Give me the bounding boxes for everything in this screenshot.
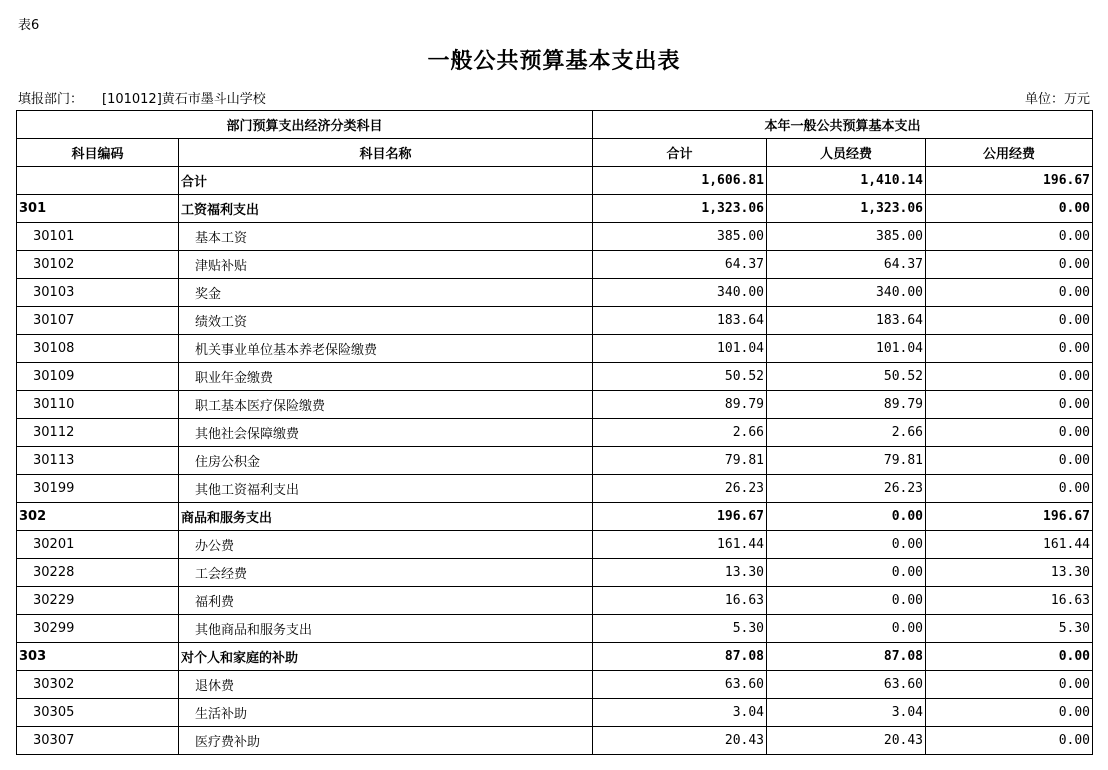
- table-row: [17, 307, 1093, 335]
- row-public: 0.00: [926, 279, 1093, 307]
- row-personnel: 89.79: [767, 391, 926, 419]
- row-public: 16.63: [926, 587, 1093, 615]
- row-total: 183.64: [593, 307, 767, 335]
- row-public: 0.00: [926, 671, 1093, 699]
- table-row: [17, 727, 1093, 755]
- row-personnel: 64.37: [767, 251, 926, 279]
- row-personnel: 385.00: [767, 223, 926, 251]
- row-total: 26.23: [593, 475, 767, 503]
- row-total: 1,606.81: [593, 167, 767, 195]
- table-row: [17, 587, 1093, 615]
- row-name: 合计: [179, 167, 593, 195]
- row-name: 商品和服务支出: [179, 503, 593, 531]
- row-total: 385.00: [593, 223, 767, 251]
- row-public: 0.00: [926, 307, 1093, 335]
- row-code: 30302: [17, 671, 179, 699]
- row-public: 0.00: [926, 223, 1093, 251]
- budget-table: [16, 110, 1093, 755]
- row-total: 20.43: [593, 727, 767, 755]
- row-total: 79.81: [593, 447, 767, 475]
- table-row: [17, 475, 1093, 503]
- row-code: 30107: [17, 307, 179, 335]
- header-group-expenditure: 本年一般公共预算基本支出: [593, 111, 1093, 139]
- header-public: 公用经费: [926, 139, 1093, 167]
- row-personnel: 50.52: [767, 363, 926, 391]
- header-code: 科目编码: [17, 139, 179, 167]
- table-row: [17, 615, 1093, 643]
- table-row: [17, 447, 1093, 475]
- row-code: [17, 167, 179, 195]
- header-personnel: 人员经费: [767, 139, 926, 167]
- row-personnel: 1,410.14: [767, 167, 926, 195]
- row-personnel: 63.60: [767, 671, 926, 699]
- row-code: 30103: [17, 279, 179, 307]
- row-total: 13.30: [593, 559, 767, 587]
- row-public: 0.00: [926, 475, 1093, 503]
- row-code: 303: [17, 643, 179, 671]
- row-personnel: 2.66: [767, 419, 926, 447]
- row-personnel: 20.43: [767, 727, 926, 755]
- table-row: [17, 671, 1093, 699]
- unit-label: 单位：万元: [1024, 92, 1090, 107]
- row-personnel: 0.00: [767, 531, 926, 559]
- table-row: [17, 251, 1093, 279]
- row-personnel: 87.08: [767, 643, 926, 671]
- page-title: 一般公共预算基本支出表: [427, 48, 681, 74]
- table-row: [17, 531, 1093, 559]
- row-public: 5.30: [926, 615, 1093, 643]
- row-total: 340.00: [593, 279, 767, 307]
- row-name: 生活补助: [179, 699, 593, 727]
- row-personnel: 79.81: [767, 447, 926, 475]
- row-public: 0.00: [926, 643, 1093, 671]
- row-code: 302: [17, 503, 179, 531]
- row-total: 5.30: [593, 615, 767, 643]
- table-row: [17, 223, 1093, 251]
- row-personnel: 183.64: [767, 307, 926, 335]
- row-name: 职业年金缴费: [179, 363, 593, 391]
- row-personnel: 0.00: [767, 559, 926, 587]
- row-total: 89.79: [593, 391, 767, 419]
- row-name: 福利费: [179, 587, 593, 615]
- header-group-classification: 部门预算支出经济分类科目: [17, 111, 593, 139]
- row-name: 办公费: [179, 531, 593, 559]
- table-row: [17, 391, 1093, 419]
- row-name: 其他工资福利支出: [179, 475, 593, 503]
- row-personnel: 26.23: [767, 475, 926, 503]
- row-code: 30299: [17, 615, 179, 643]
- row-code: 30113: [17, 447, 179, 475]
- department-label: 填报部门：: [18, 92, 84, 107]
- row-personnel: 101.04: [767, 335, 926, 363]
- row-public: 0.00: [926, 251, 1093, 279]
- row-name: 基本工资: [179, 223, 593, 251]
- row-name: 绩效工资: [179, 307, 593, 335]
- row-name: 住房公积金: [179, 447, 593, 475]
- row-total: 50.52: [593, 363, 767, 391]
- row-total: 16.63: [593, 587, 767, 615]
- row-public: 0.00: [926, 727, 1093, 755]
- row-total: 161.44: [593, 531, 767, 559]
- row-name: 津贴补贴: [179, 251, 593, 279]
- row-public: 13.30: [926, 559, 1093, 587]
- row-total: 1,323.06: [593, 195, 767, 223]
- row-code: 30101: [17, 223, 179, 251]
- row-personnel: 340.00: [767, 279, 926, 307]
- row-code: 30110: [17, 391, 179, 419]
- header-group-row: [17, 111, 1093, 139]
- row-name: 退休费: [179, 671, 593, 699]
- row-public: 196.67: [926, 167, 1093, 195]
- row-public: 0.00: [926, 391, 1093, 419]
- table-row: [17, 699, 1093, 727]
- department-value: [101012]黄石市墨斗山学校: [102, 92, 266, 107]
- row-name: 机关事业单位基本养老保险缴费: [179, 335, 593, 363]
- table-row: [17, 419, 1093, 447]
- row-code: 30307: [17, 727, 179, 755]
- header-name: 科目名称: [179, 139, 593, 167]
- table-row: [17, 559, 1093, 587]
- row-total: 63.60: [593, 671, 767, 699]
- row-total: 2.66: [593, 419, 767, 447]
- row-public: 0.00: [926, 195, 1093, 223]
- table-row: [17, 195, 1093, 223]
- row-name: 医疗费补助: [179, 727, 593, 755]
- row-name: 其他商品和服务支出: [179, 615, 593, 643]
- table-row: [17, 503, 1093, 531]
- row-public: 0.00: [926, 335, 1093, 363]
- row-code: 30102: [17, 251, 179, 279]
- row-public: 196.67: [926, 503, 1093, 531]
- row-code: 30229: [17, 587, 179, 615]
- row-code: 30201: [17, 531, 179, 559]
- table-number: 表6: [18, 18, 40, 33]
- row-name: 其他社会保障缴费: [179, 419, 593, 447]
- row-code: 30108: [17, 335, 179, 363]
- row-public: 0.00: [926, 447, 1093, 475]
- row-personnel: 0.00: [767, 503, 926, 531]
- row-total: 196.67: [593, 503, 767, 531]
- row-public: 0.00: [926, 363, 1093, 391]
- row-public: 161.44: [926, 531, 1093, 559]
- row-name: 奖金: [179, 279, 593, 307]
- row-personnel: 1,323.06: [767, 195, 926, 223]
- row-code: 301: [17, 195, 179, 223]
- table-row: [17, 363, 1093, 391]
- row-code: 30109: [17, 363, 179, 391]
- table-row: [17, 335, 1093, 363]
- header-total: 合计: [593, 139, 767, 167]
- row-public: 0.00: [926, 419, 1093, 447]
- row-personnel: 0.00: [767, 615, 926, 643]
- row-name: 工会经费: [179, 559, 593, 587]
- row-total: 101.04: [593, 335, 767, 363]
- row-name: 对个人和家庭的补助: [179, 643, 593, 671]
- row-code: 30199: [17, 475, 179, 503]
- row-code: 30112: [17, 419, 179, 447]
- header-column-row: [17, 139, 1093, 167]
- row-name: 职工基本医疗保险缴费: [179, 391, 593, 419]
- row-personnel: 3.04: [767, 699, 926, 727]
- table-row: [17, 643, 1093, 671]
- row-name: 工资福利支出: [179, 195, 593, 223]
- row-total: 64.37: [593, 251, 767, 279]
- row-code: 30228: [17, 559, 179, 587]
- table-row: [17, 167, 1093, 195]
- row-total: 87.08: [593, 643, 767, 671]
- row-code: 30305: [17, 699, 179, 727]
- row-personnel: 0.00: [767, 587, 926, 615]
- row-public: 0.00: [926, 699, 1093, 727]
- report-info-line: [18, 88, 1090, 108]
- table-row: [17, 279, 1093, 307]
- row-total: 3.04: [593, 699, 767, 727]
